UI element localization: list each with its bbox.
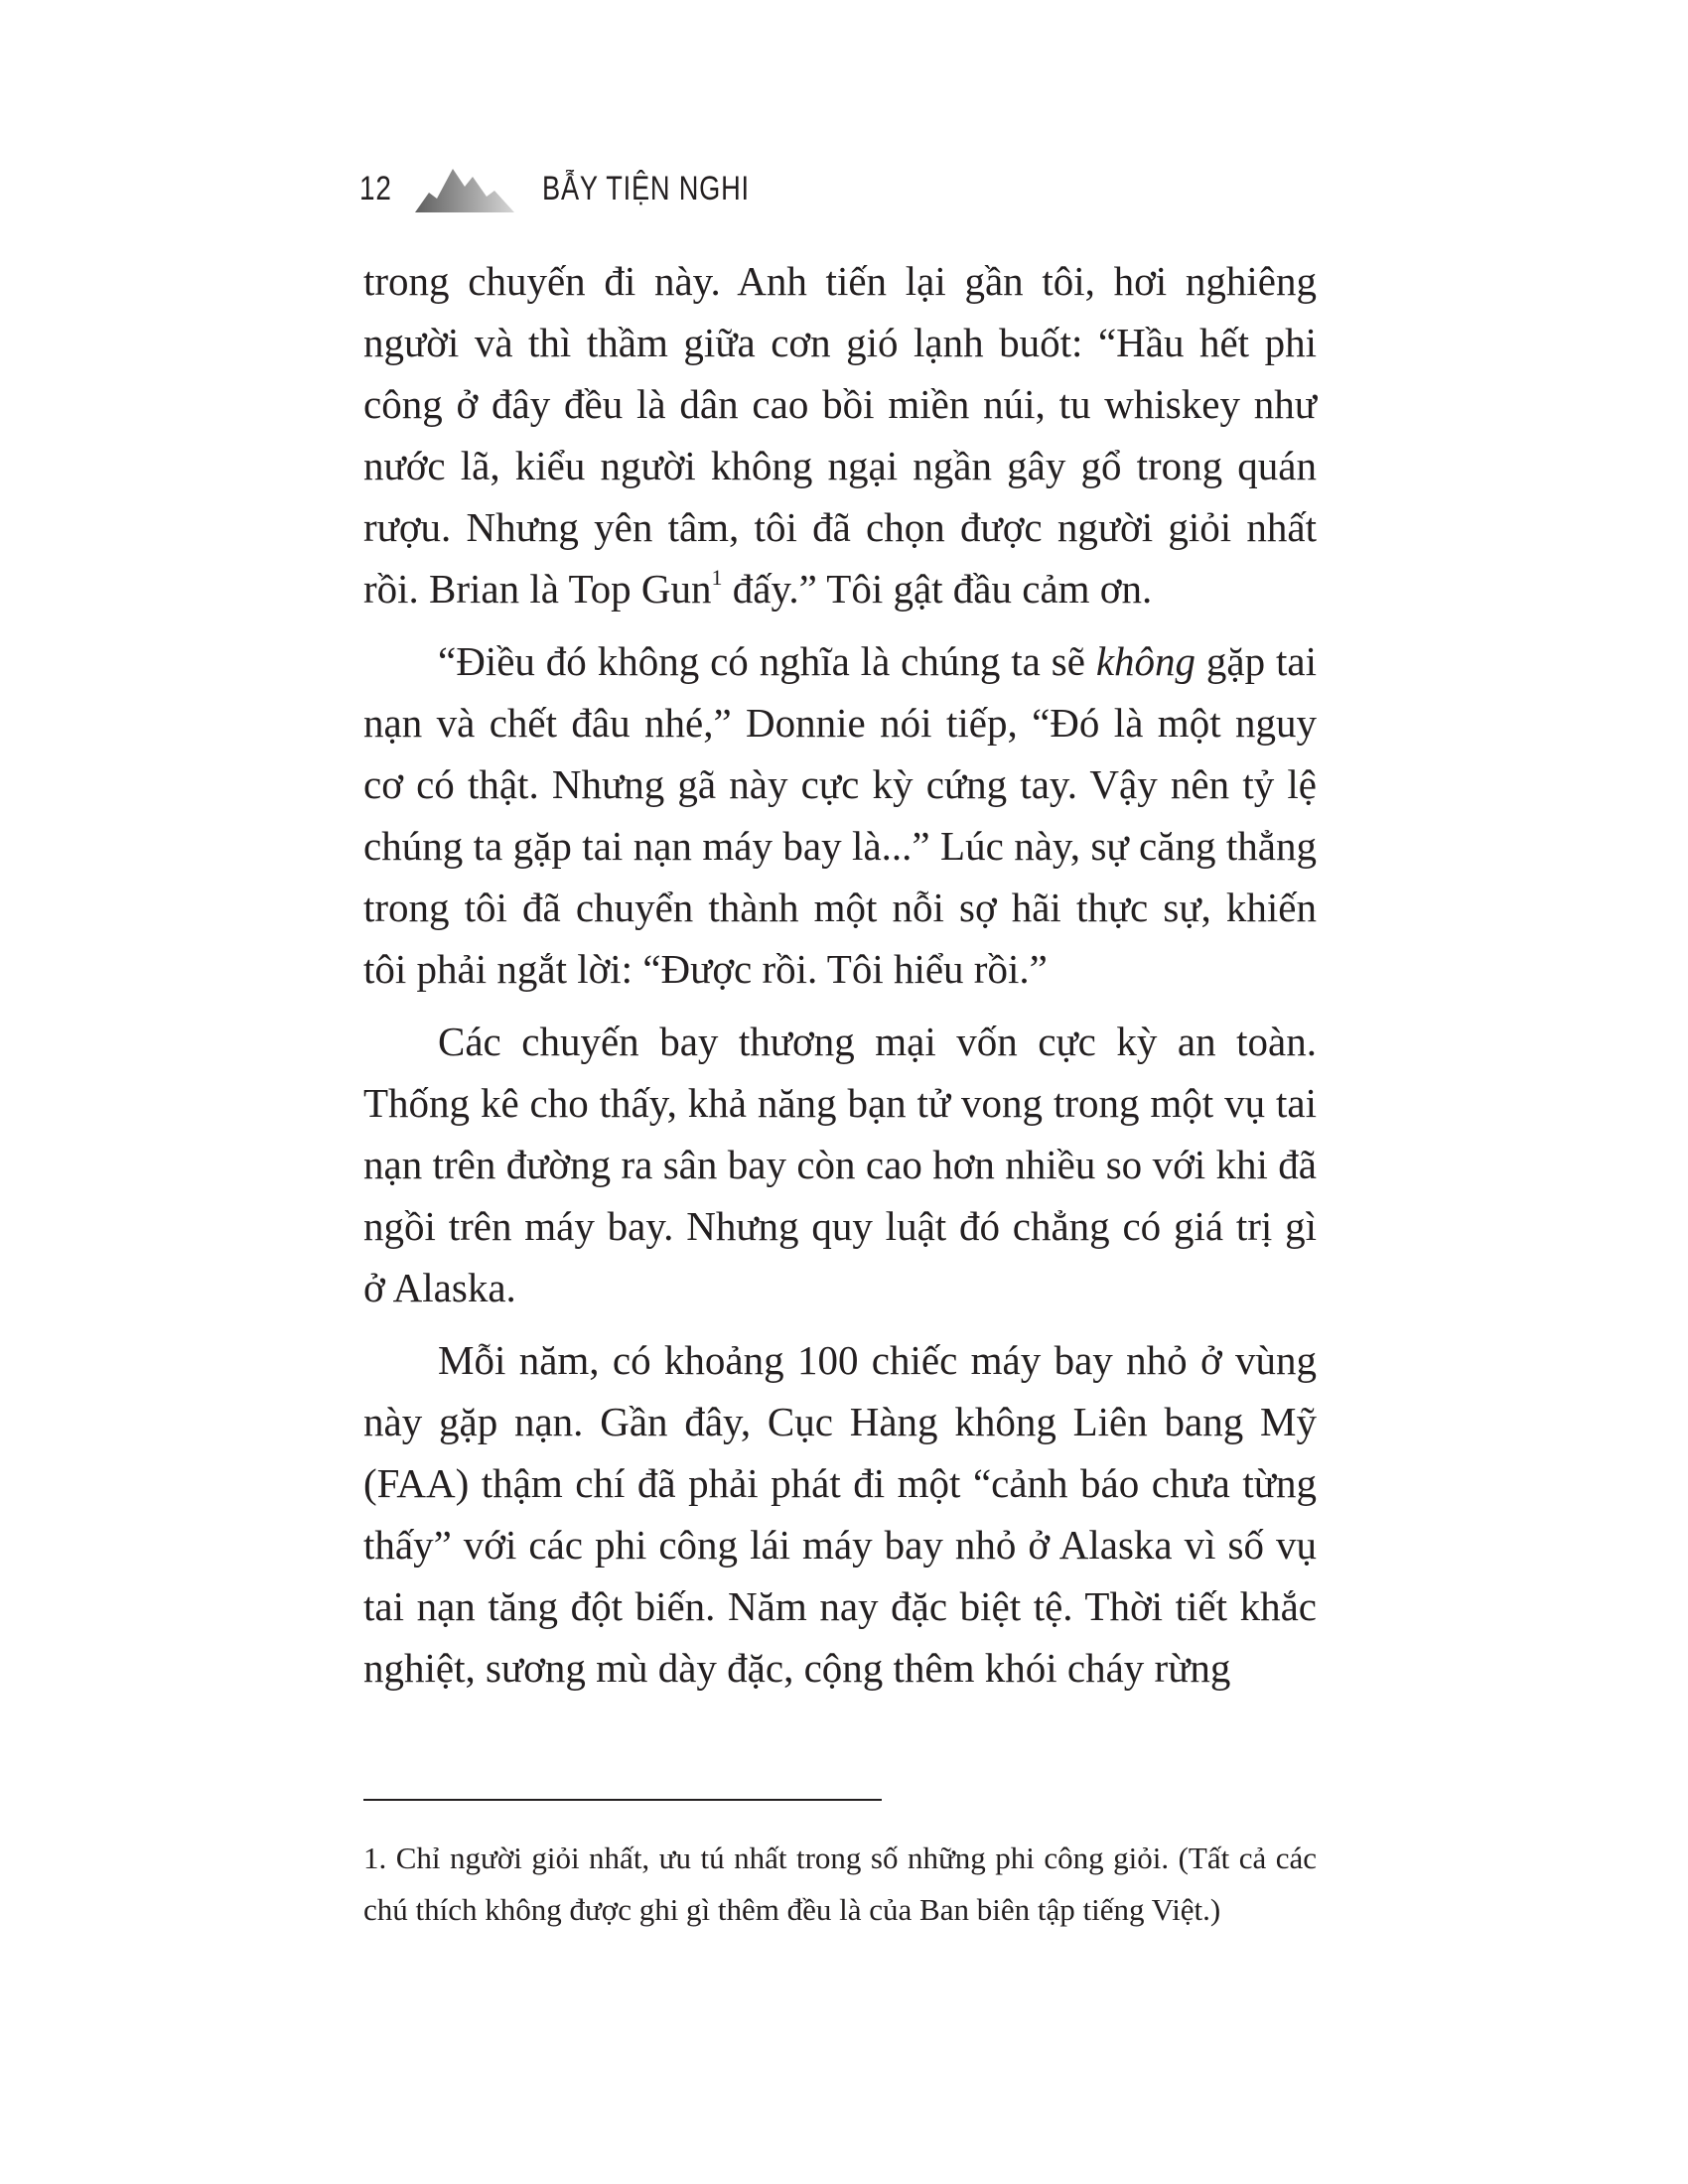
running-header [359, 159, 801, 218]
paragraph [363, 250, 1317, 619]
body-text [363, 250, 1317, 1709]
emphasis-text: không [1095, 638, 1196, 684]
paragraph: Các chuyến bay thương mại vốn cực kỳ an toàn. Thống kê cho thấy, khả năng bạn tử vong trong một vụ tai nạn trên đường ra sân bay còn cao hơn nhiều so với khi đã ngồi trên máy bay. Nhưng quy luật đó chẳng có giá trị gì ở Alaska. [363, 1019, 1317, 1310]
footnote-divider [363, 1799, 882, 1801]
mountain-icon [415, 163, 514, 214]
paragraph [363, 630, 1317, 1000]
paragraph-text: trong chuyến đi này. Anh tiến lại gần tôi, hơi nghiêng người và thì thầm giữa cơn gió lạnh buốt: “Hầu hết phi công ở đây đều là dân cao bồi miền núi, tu whiskey như nước lã, kiểu người không ngại ngần gây gổ trong quán rượu. Nhưng yên tâm, tôi đã chọn được người giỏi nhất rồi. Brian là Top Gun [363, 258, 1317, 612]
paragraph-text: gặp tai nạn và chết đâu nhé,” Donnie nói tiếp, “Đó là một nguy cơ có thật. Nhưng gã này cực kỳ cứng tay. Vậy nên tỷ lệ chúng ta gặp tai nạn máy bay là...” Lúc này, sự căng thẳng trong tôi đã chuyển thành một nỗi sợ hãi thực sự, khiến tôi phải ngắt lời: “Được rồi. Tôi hiểu rồi.” [363, 638, 1317, 992]
paragraph-text: “Điều đó không có nghĩa là chúng ta sẽ [438, 638, 1096, 684]
footnote-text: 1. Chỉ người giỏi nhất, ưu tú nhất trong số những phi công giỏi. (Tất cả các chú thích không được ghi gì thêm đều là của Ban biên tập tiếng Việt.) [363, 1841, 1317, 1927]
paragraph: Mỗi năm, có khoảng 100 chiếc máy bay nhỏ ở vùng này gặp nạn. Gần đây, Cục Hàng không Liên bang Mỹ (FAA) thậm chí đã phải phát đi một “cảnh báo chưa từng thấy” với các phi công lái máy bay nhỏ ở Alaska vì số vụ tai nạn tăng đột biến. Năm nay đặc biệt tệ. Thời tiết khắc nghiệt, sương mù dày đặc, cộng thêm khói cháy rừng [363, 1337, 1317, 1691]
book-title: BẪY TIỆN NGHI [542, 169, 750, 207]
page-number: 12 [359, 169, 392, 207]
footnote [363, 1833, 1317, 1936]
footnote-reference: 1 [711, 565, 723, 590]
paragraph-text: đấy.” Tôi gật đầu cảm ơn. [722, 566, 1153, 612]
